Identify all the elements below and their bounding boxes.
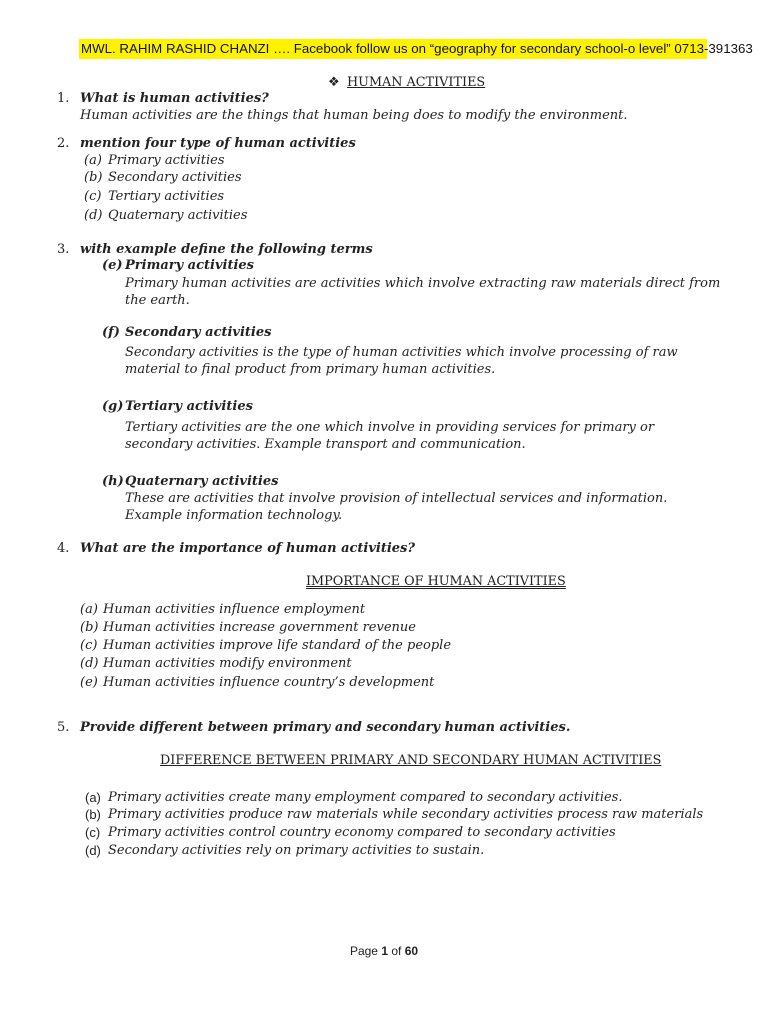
term-body: Primary human activities are activities which involve extracting raw materials direct from the earth.	[125, 276, 721, 308]
q4-number: 4.	[57, 541, 70, 556]
difference-item: Primary activities control country economy compared to secondary activities	[108, 825, 616, 840]
q5-number: 5.	[57, 720, 70, 735]
page-title: HUMAN ACTIVITIES	[347, 75, 486, 90]
importance-section-title: IMPORTANCE OF HUMAN ACTIVITIES	[306, 574, 566, 589]
difference-section-title: DIFFERENCE BETWEEN PRIMARY AND SECONDARY HUMAN ACTIVITIES	[160, 753, 662, 768]
q3-question: with example define the following terms	[80, 242, 373, 257]
footer-of: of	[388, 944, 405, 958]
difference-item: Primary activities produce raw materials while secondary activities process raw materials	[108, 807, 704, 822]
footer-page-number: 1	[381, 944, 388, 958]
footer-prefix: Page	[349, 944, 382, 958]
q2-item: Secondary activities	[108, 170, 242, 185]
importance-item-label: (e)	[80, 675, 98, 690]
importance-item-label: (b)	[80, 620, 99, 635]
term-heading: Secondary activities	[125, 325, 272, 340]
q2-item-label: (d)	[84, 208, 103, 223]
q2-item-label: (b)	[84, 170, 103, 185]
difference-item-label: (d)	[85, 843, 101, 858]
header-banner: MWL. RAHIM RASHID CHANZI …. Facebook follow us on “geography for secondary school-o level” 0713-391363	[79, 39, 707, 59]
difference-item: Secondary activities rely on primary activities to sustain.	[108, 843, 485, 858]
term-body: These are activities that involve provision of intellectual services and information. Example information technology.	[125, 491, 668, 523]
q2-question: mention four type of human activities	[80, 136, 356, 151]
q1-answer: Human activities are the things that human being does to modify the environment.	[80, 108, 628, 123]
q2-number: 2.	[57, 136, 70, 151]
term-heading: Primary activities	[125, 258, 254, 273]
q2-item: Tertiary activities	[108, 189, 225, 204]
term-label: (f)	[102, 325, 120, 340]
q1-number: 1.	[57, 91, 70, 106]
importance-item: Human activities increase government revenue	[103, 620, 416, 635]
term-label: (e)	[102, 258, 123, 273]
term-heading: Tertiary activities	[125, 399, 253, 414]
importance-item-label: (c)	[80, 638, 98, 653]
difference-item: Primary activities create many employment compared to secondary activities.	[108, 790, 623, 805]
difference-item-label: (c)	[85, 825, 101, 840]
footer-total-pages: 60	[404, 944, 419, 958]
term-heading: Quaternary activities	[125, 474, 279, 489]
importance-item-label: (a)	[80, 602, 98, 617]
q5-question: Provide different between primary and secondary human activities.	[80, 720, 571, 735]
q2-item-label: (a)	[84, 153, 102, 168]
q4-question: What are the importance of human activities?	[80, 541, 415, 556]
importance-item: Human activities influence country’s development	[103, 675, 435, 690]
importance-item: Human activities modify environment	[103, 656, 352, 671]
title-bullet-icon: ❖	[328, 75, 340, 90]
q2-item-label: (c)	[84, 189, 102, 204]
q1-question: What is human activities?	[80, 91, 269, 106]
importance-item-label: (d)	[80, 656, 99, 671]
term-body: Tertiary activities are the one which involve in providing services for primary or secondary activities. Example transport and communication.	[125, 420, 655, 452]
importance-item: Human activities improve life standard of the people	[103, 638, 452, 653]
q2-item: Quaternary activities	[108, 208, 248, 223]
page-footer	[0, 944, 768, 958]
q3-number: 3.	[57, 242, 70, 257]
term-label: (g)	[102, 399, 124, 414]
term-label: (h)	[102, 474, 124, 489]
difference-item-label: (a)	[85, 790, 101, 805]
q2-item: Primary activities	[108, 153, 225, 168]
difference-item-label: (b)	[85, 807, 101, 822]
importance-item: Human activities influence employment	[103, 602, 366, 617]
term-body: Secondary activities is the type of human activities which involve processing of raw material to final product from primary human activities.	[125, 345, 678, 377]
